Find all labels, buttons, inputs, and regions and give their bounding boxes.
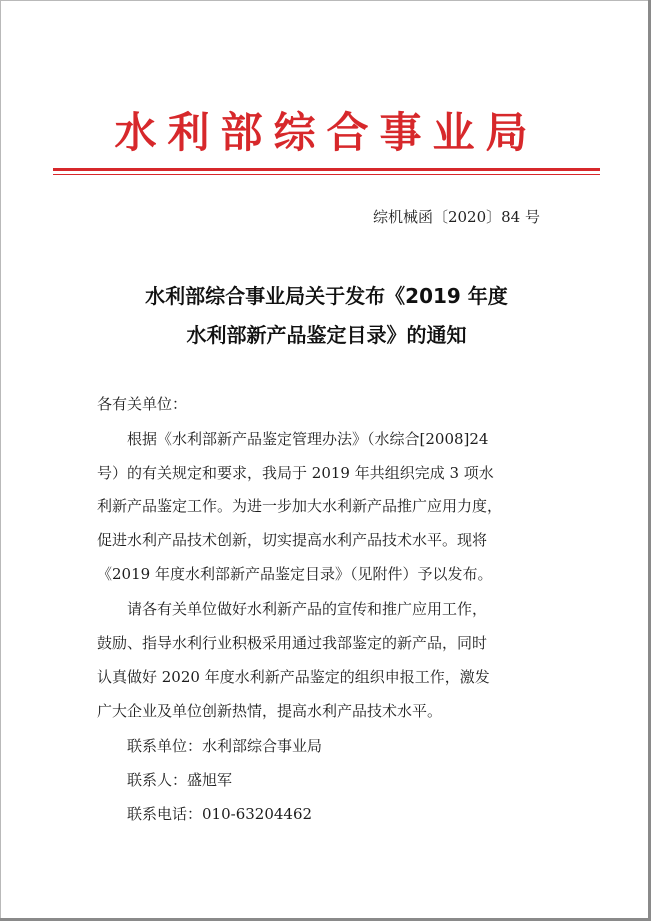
paragraph-2-line-4: 广大企业及单位创新热情，提高水利产品技术水平。	[97, 702, 443, 720]
paragraph-1-line-1: 根据《水利部新产品鉴定管理办法》（水综合[2008]24	[97, 430, 489, 448]
paragraph-2-line-3: 认真做好 2020 年度水利新产品鉴定的组织申报工作，激发	[97, 668, 490, 686]
letterhead-rule-thick	[53, 168, 600, 171]
paragraph-1-line-2: 号）的有关规定和要求，我局于 2019 年共组织完成 3 项水	[97, 464, 494, 482]
contact-person: 联系人：盛旭军	[97, 771, 233, 789]
letterhead-rule-thin	[53, 174, 600, 175]
paragraph-1-line-3: 利新产品鉴定工作。为进一步加大水利新产品推广应用力度，	[97, 497, 503, 515]
paragraph-1-line-4: 促进水利产品技术创新，切实提高水利产品技术水平。现将	[97, 531, 488, 549]
contact-unit: 联系单位：水利部综合事业局	[97, 737, 323, 755]
salutation: 各有关单位：	[97, 395, 188, 413]
paragraph-1-line-5: 《2019 年度水利部新产品鉴定目录》（见附件）予以发布。	[97, 565, 493, 583]
document-number: 综机械函〔2020〕84 号	[372, 208, 540, 226]
contact-phone: 联系电话：010-63204462	[97, 805, 313, 823]
paragraph-2-line-2: 鼓励、指导水利行业积极采用通过我部鉴定的新产品，同时	[97, 634, 488, 652]
paragraph-2-line-1: 请各有关单位做好水利新产品的宣传和推广应用工作，	[97, 600, 488, 618]
title-line-2: 水利部新产品鉴定目录》的通知	[186, 323, 467, 347]
letterhead-org-name: 水利部综合事业局	[114, 108, 539, 157]
title-line-1: 水利部综合事业局关于发布《2019 年度	[145, 284, 508, 308]
